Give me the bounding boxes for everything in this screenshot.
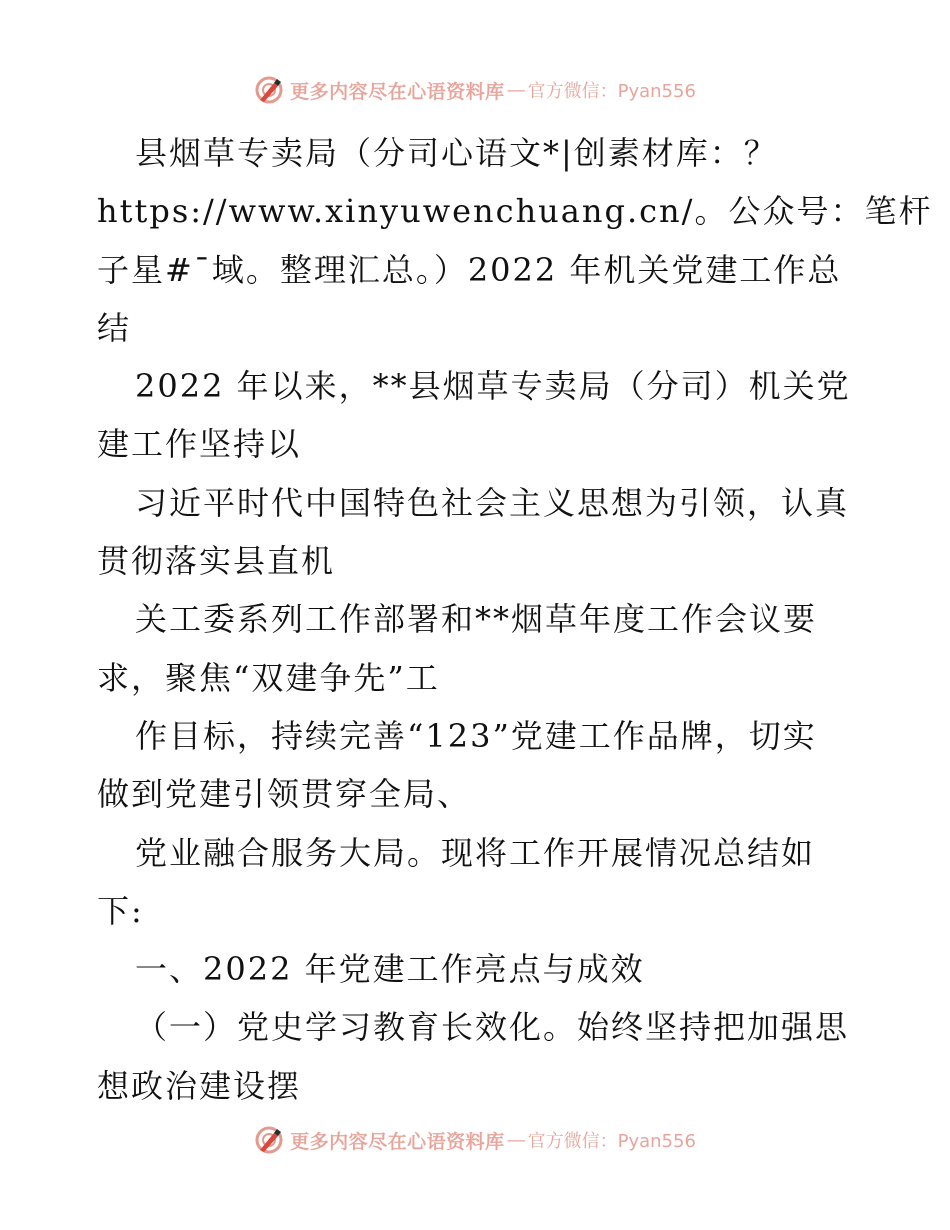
text-line: 下: <box>97 891 144 930</box>
text-line: 党业融合服务大局。现将工作开展情况总结如 <box>135 833 816 872</box>
text-line: 县烟草专卖局（分司心语文*|创素材库：？ <box>135 134 778 172</box>
watermark-separator: — <box>506 1129 526 1151</box>
text-line: 子星#¯域。整理汇总。）2022 年机关党建工作总 <box>97 250 842 289</box>
text-line: 求，聚焦“双建争先”工 <box>97 658 440 697</box>
text-line: 关工委系列工作部署和**烟草年度工作会议要 <box>135 600 818 639</box>
text-line: 建工作坚持以 <box>97 425 302 464</box>
text-line: https://www.xinyuwenchuang.cn/。公众号：笔杆 <box>97 192 933 231</box>
text-line: 2022 年以来，**县烟草专卖局（分司）机关党 <box>135 367 851 406</box>
watermark-separator: — <box>506 79 526 101</box>
document-body <box>97 124 933 1115</box>
text-line: 做到党建引领贯穿全局、 <box>97 775 472 814</box>
text-line: 贯彻落实县直机 <box>97 542 336 581</box>
text-line: 习近平时代中国特色社会主义思想为引领，认真 <box>135 483 850 522</box>
text-line: 结 <box>97 308 132 347</box>
section-heading: 一、2022 年党建工作亮点与成效 <box>135 950 645 989</box>
watermark-wechat: 官方微信：Pyan556 <box>527 81 696 102</box>
text-line: 想政治建设摆 <box>97 1066 302 1105</box>
subsection-heading: （一）党史学习教育长效化。始终坚持把加强思 <box>135 1008 850 1047</box>
text-line: 作目标，持续完善“123”党建工作品牌，切实 <box>135 716 817 755</box>
footer-watermark <box>0 1122 950 1158</box>
pen-logo-icon <box>254 75 284 105</box>
watermark-wechat: 官方微信：Pyan556 <box>527 1131 696 1152</box>
watermark-brand: 更多内容尽在心语资料库 <box>290 80 505 103</box>
watermark-brand: 更多内容尽在心语资料库 <box>290 1130 505 1153</box>
pen-logo-icon <box>254 1125 284 1155</box>
header-watermark <box>0 72 950 108</box>
